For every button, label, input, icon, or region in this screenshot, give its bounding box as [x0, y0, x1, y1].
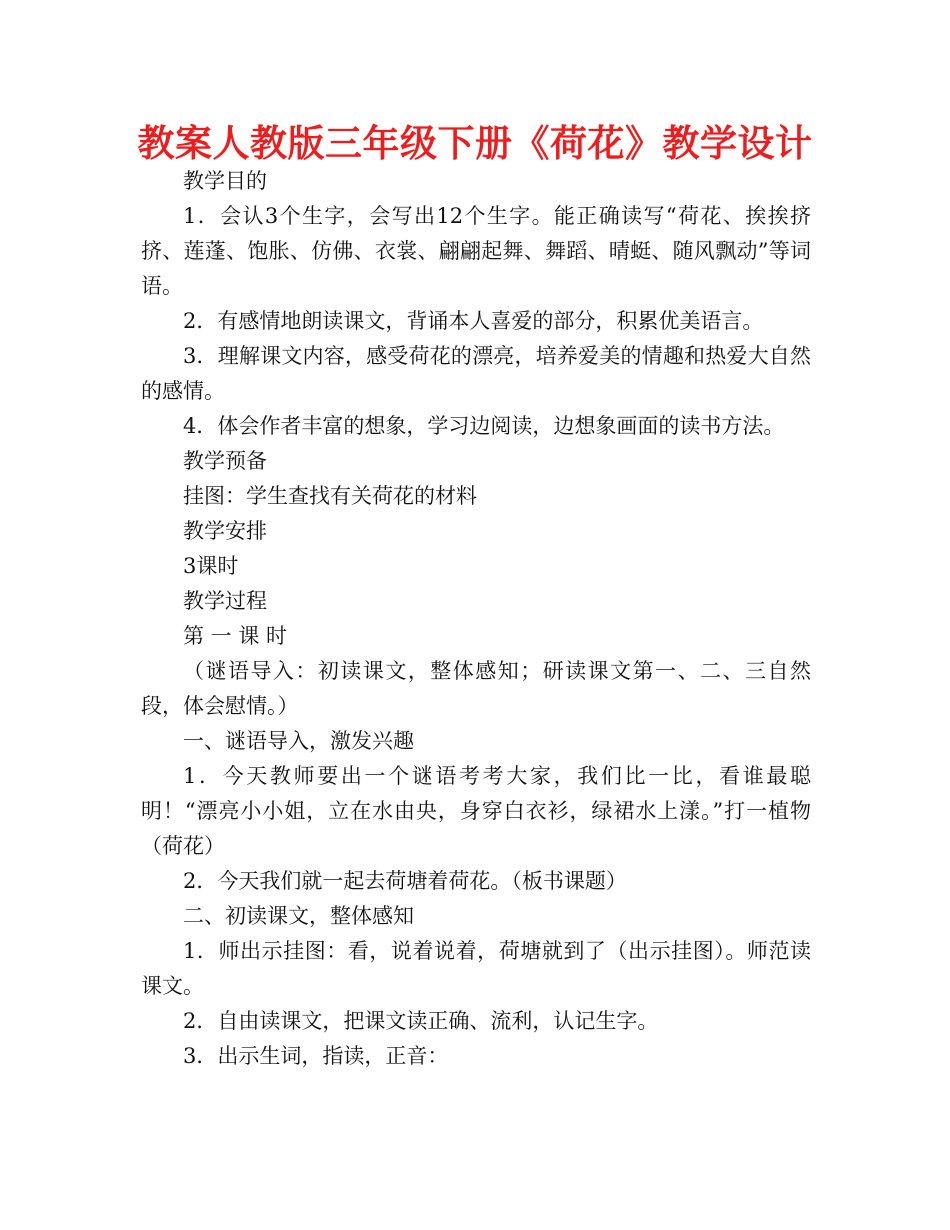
paragraph: 挂图：学生查找有关荷花的材料	[183, 484, 477, 508]
paragraph: 2．今天我们就一起去荷塘着荷花。（板书课题）	[183, 869, 627, 893]
paragraph: 2．自由读课文，把课文读正确、流利，认记生字。	[183, 1009, 659, 1033]
paragraph: 教学过程	[183, 589, 267, 613]
paragraph: 3．出示生词，指读，正音：	[183, 1044, 449, 1068]
paragraph: 二、初读课文，整体感知	[183, 904, 414, 928]
paragraph: 1．师出示挂图：看，说着说着，荷塘就到了（出示挂图）。师范读课文。	[141, 939, 811, 998]
paragraph: 教学安排	[183, 519, 267, 543]
paragraph: 3课时	[183, 554, 239, 578]
paragraph: 4．体会作者丰富的想象，学习边阅读，边想象画面的读书方法。	[183, 414, 785, 438]
paragraph: （谜语导入：初读课文，整体感知；研读课文第一、二、三自然段，体会慰情。）	[141, 659, 811, 718]
paragraph: 1．今天教师要出一个谜语考考大家，我们比一比，看谁最聪明！“漂亮小小姐，立在水由央，身穿白衣衫，绿裙水上漾。”打一植物（荷花）	[141, 764, 811, 858]
paragraph: 一、谜语导入，激发兴趣	[183, 729, 414, 753]
document-body	[141, 164, 811, 1074]
document-title: 教案人教版三年级下册《荷花》教学设计	[137, 122, 813, 165]
paragraph: 2．有感情地朗读课文，背诵本人喜爱的部分，积累优美语言。	[183, 309, 764, 333]
paragraph: 第 一 课 时	[183, 624, 288, 648]
paragraph: 教学预备	[183, 449, 267, 473]
paragraph: 教学目的	[183, 169, 267, 193]
paragraph: 3．理解课文内容，感受荷花的漂亮，培养爱美的情趣和热爱大自然的感情。	[141, 344, 811, 403]
paragraph: 1．会认3个生字，会写出12个生字。能正确读写“荷花、挨挨挤挤、莲蓬、饱胀、仿佛、衣裳、翩翩起舞、舞蹈、晴蜓、随风飘动”等词语。	[141, 204, 811, 298]
